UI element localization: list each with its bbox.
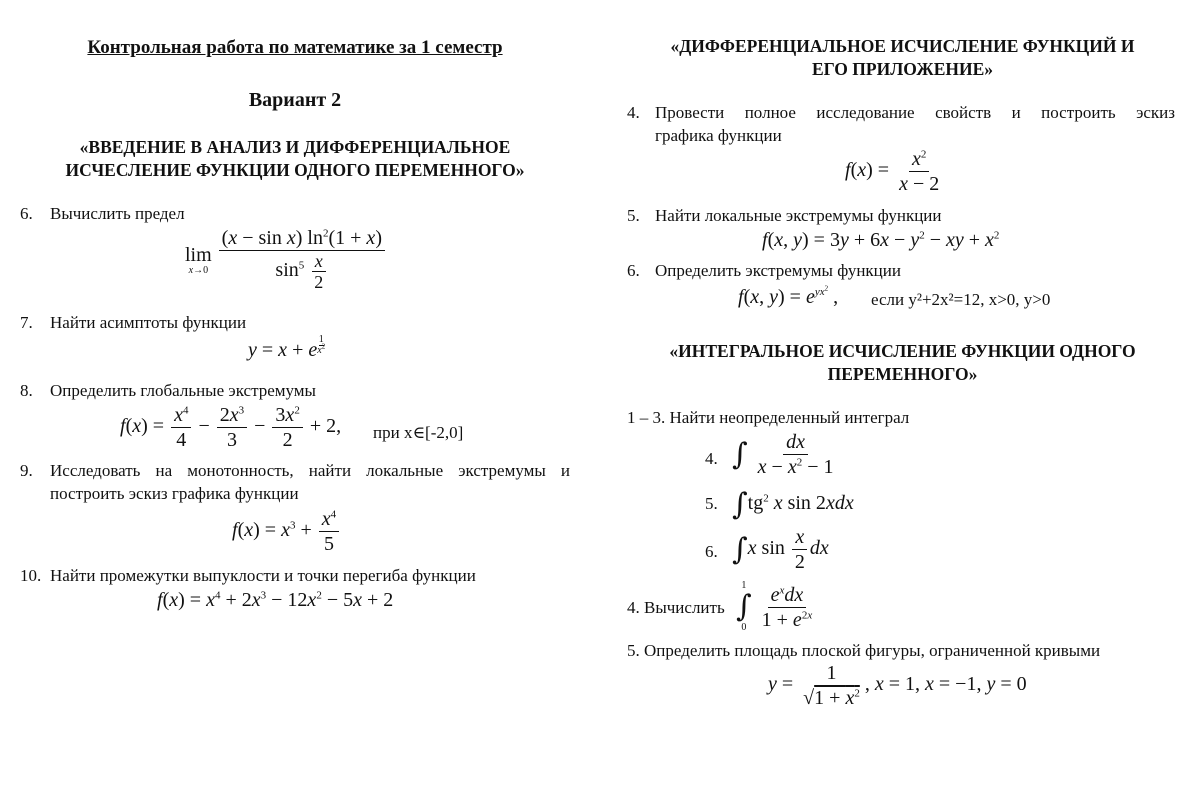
task-9-text-line1: Исследовать на монотонность, найти локальные экстремумы и <box>50 461 570 480</box>
r-task-4-number: 4. <box>627 103 640 122</box>
integral-6-formula: ∫x sin $\frac{x}{2}$ dx <box>732 526 829 573</box>
conditional-extrema-formula: f(x, $y) = e^{yx^2}$ , <box>738 284 839 308</box>
task-6-number: 6. <box>20 204 33 223</box>
task-9-text-line2: построить эскиз графика функции <box>50 484 299 503</box>
area-curves-formula: y = $\frac{1}{√1 + x^2}$ , x = 1, x = −1, y = 0 <box>768 662 1027 709</box>
r-task-6-number: 6. <box>627 261 640 280</box>
r-task-4-text-line1: Провести полное исследование свойств и построить эскиз <box>655 103 1175 122</box>
right-section2-heading-line1: «ИНТЕГРАЛЬНОЕ ИСЧИСЛЕНИЕ ФУНКЦИИ ОДНОГО <box>669 341 1136 361</box>
task-8-condition: при x∈[-2,0] <box>373 423 464 442</box>
left-section-heading-line2: ИСЧЕСЛЕНИЕ ФУНКЦИИ ОДНОГО ПЕРЕМЕННОГО» <box>65 160 525 180</box>
left-section-heading <box>20 136 570 182</box>
task-8-text: Определить глобальные экстремумы <box>50 381 316 400</box>
task-6-text: Вычислить предел <box>50 204 185 223</box>
right-section1-heading <box>625 35 1180 81</box>
convexity-formula: $f(x) = x^4 + 2x^3 - 12x^2 - 5x + 2$ <box>157 589 394 611</box>
integral-4-formula: ∫ $\frac{dx}{x - x^2 - 1}$ <box>732 431 834 478</box>
r-task-5-number: 5. <box>627 206 640 225</box>
task-7-number: 7. <box>20 313 33 332</box>
right-section1-heading-line2: ЕГО ПРИЛОЖЕНИЕ» <box>811 59 994 79</box>
limit-formula: lim x→0 (x − sin x) $\ln^2(1 + x)$ $\sin^5$ $\frac{x}{2}$ <box>185 226 387 292</box>
monotonicity-formula: $f(x) = x^3$ + $\frac{x^4}{5}$ <box>232 507 341 556</box>
right-section2-heading <box>625 340 1180 386</box>
compute-task-text: 4. Вычислить <box>627 598 725 617</box>
r-task-5-text: Найти локальные экстремумы функции <box>655 206 942 225</box>
local-extrema-formula: f(x, $y) = 3y + 6x - y^2$ − xy + $x^2$ <box>762 229 1000 251</box>
variant-label: Вариант 2 <box>248 89 342 111</box>
task-10-number: 10. <box>20 566 42 585</box>
integral-5-formula: $\int tg^2$ x sin 2xdx <box>732 487 854 522</box>
definite-integral-formula: 1 ∫ 0 $\frac{e^xdx}{1 + e^{2x}}$ <box>736 580 813 633</box>
integrals-intro: 1 – 3. Найти неопределенный интеграл <box>627 408 910 427</box>
r-task-4-text-line2: графика функции <box>655 126 782 145</box>
r-task-6-text: Определить экстремумы функции <box>655 261 901 280</box>
r-task-6-condition: если y²+2x²=12, x>0, y>0 <box>871 290 1051 309</box>
integral-4-number: 4. <box>705 449 718 468</box>
integral-6-number: 6. <box>705 542 718 561</box>
right-section1-heading-line1: «ДИФФЕРЕНЦИАЛЬНОЕ ИСЧИСЛЕНИЕ ФУНКЦИЙ И <box>670 36 1135 56</box>
task-8-number: 8. <box>20 381 33 400</box>
left-section-heading-line1: «ВВЕДЕНИЕ В АНАЛИЗ И ДИФФЕРЕНЦИАЛЬНОЕ <box>79 137 511 157</box>
area-task-text: 5. Определить площадь плоской фигуры, ограниченной кривыми <box>627 641 1101 660</box>
document-title: Контрольная работа по математике за 1 семестр <box>87 37 503 58</box>
integral-5-number: 5. <box>705 494 718 513</box>
task-7-text: Найти асимптоты функции <box>50 313 247 332</box>
asymptote-formula: y = x + e $\frac{1}{x^2}$ <box>248 334 326 361</box>
study-function-formula: f(x) = $\frac{x^2}{x - 2}$ <box>845 148 940 195</box>
global-extrema-formula: f(x) = $\frac{x^4}{4}$ − $\frac{2x^3}{3}$ − $\frac{3x^2}{2}$ + 2, <box>120 404 342 451</box>
right-section2-heading-line2: ПЕРЕМЕННОГО» <box>827 364 978 384</box>
task-10-text: Найти промежутки выпуклости и точки перегиба функции <box>50 566 476 585</box>
task-9-number: 9. <box>20 461 33 480</box>
